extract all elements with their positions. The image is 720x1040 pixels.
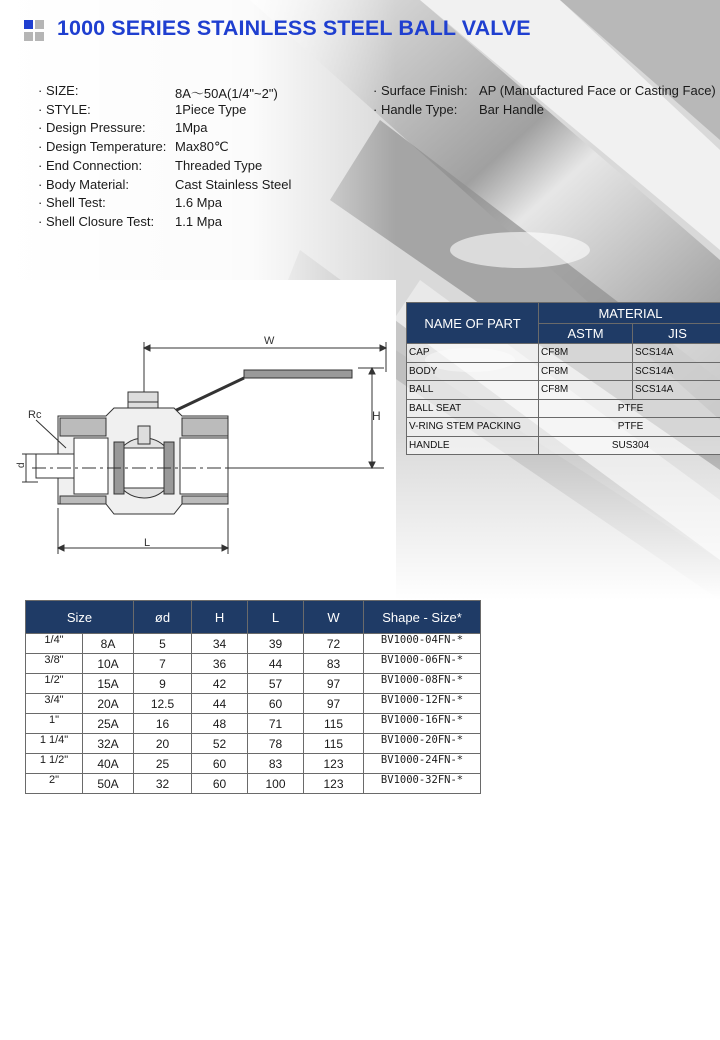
w-value: 123 [304, 774, 364, 794]
col-w: W [304, 601, 364, 634]
w-value: 97 [304, 674, 364, 694]
size-inch: 1 1/2" [26, 750, 83, 770]
size-inch: 1" [26, 710, 83, 730]
od-value: 16 [134, 714, 192, 734]
l-value: 100 [248, 774, 304, 794]
part-name: V-RING STEM PACKING [407, 418, 539, 437]
size-inch: 3/8" [26, 650, 83, 670]
shape-size-code: BV1000-24FN-* [364, 754, 481, 774]
material-jis: SCS14A [633, 362, 720, 381]
table-row [26, 714, 481, 734]
size-a: 25A [83, 714, 134, 734]
size-inch: 1 1/4" [26, 730, 83, 750]
l-value: 78 [248, 734, 304, 754]
size-inch: 1/2" [26, 670, 83, 690]
spec-label: · Design Pressure: [38, 120, 146, 136]
spec-value: 1Piece Type [175, 101, 247, 117]
part-name: BALL [407, 381, 539, 400]
part-name: BALL SEAT [407, 399, 539, 418]
material-row [407, 344, 720, 363]
l-value: 60 [248, 694, 304, 714]
w-value: 115 [304, 734, 364, 754]
spec-value: 1Mpa [175, 120, 208, 136]
l-value: 83 [248, 754, 304, 774]
shape-size-code: BV1000-12FN-* [364, 694, 481, 714]
material-both: PTFE [539, 399, 720, 418]
h-value: 60 [192, 754, 248, 774]
shape-size-code: BV1000-08FN-* [364, 674, 481, 694]
part-name: HANDLE [407, 436, 539, 455]
w-value: 97 [304, 694, 364, 714]
od-value: 12.5 [134, 694, 192, 714]
size-a: 50A [83, 774, 134, 794]
material-row [407, 381, 720, 400]
col-l: L [248, 601, 304, 634]
spec-value: AP (Manufactured Face or Casting Face) [479, 83, 716, 98]
size-a: 20A [83, 694, 134, 714]
table-row [26, 694, 481, 714]
spec-label: · Shell Test: [38, 195, 106, 211]
material-row [407, 362, 720, 381]
spec-label: · Surface Finish: [373, 83, 468, 98]
valve-section-drawing [14, 308, 394, 570]
w-value: 123 [304, 754, 364, 774]
col-name-of-part: NAME OF PART [407, 303, 539, 344]
h-value: 44 [192, 694, 248, 714]
h-value: 34 [192, 634, 248, 654]
part-name: CAP [407, 344, 539, 363]
spec-label: · Shell Closure Test: [38, 213, 155, 229]
spec-value: 1.6 Mpa [175, 195, 222, 211]
size-inch: 2" [26, 770, 83, 790]
material-both: SUS304 [539, 436, 720, 455]
size-a: 8A [83, 634, 134, 654]
d-label: d [16, 462, 27, 468]
part-name: BODY [407, 362, 539, 381]
col-shape-size: Shape - Size* [364, 601, 481, 634]
col-astm: ASTM [539, 324, 633, 344]
h-value: 52 [192, 734, 248, 754]
w-value: 72 [304, 634, 364, 654]
page-title: 1000 SERIES STAINLESS STEEL BALL VALVE [57, 16, 531, 40]
od-value: 9 [134, 674, 192, 694]
w-value: 115 [304, 714, 364, 734]
col-material: MATERIAL [539, 303, 720, 324]
spec-label: · Design Temperature: [38, 139, 167, 155]
material-row [407, 418, 720, 437]
l-value: 71 [248, 714, 304, 734]
material-astm: CF8M [539, 362, 633, 381]
w-value: 83 [304, 654, 364, 674]
size-a: 32A [83, 734, 134, 754]
table-row [26, 674, 481, 694]
table-row [26, 654, 481, 674]
dimensions-table [25, 600, 481, 794]
od-value: 25 [134, 754, 192, 774]
col-od: ød [134, 601, 192, 634]
material-row [407, 399, 720, 418]
size-a: 40A [83, 754, 134, 774]
shape-size-code: BV1000-16FN-* [364, 714, 481, 734]
h-value: 42 [192, 674, 248, 694]
h-label: H [372, 409, 381, 423]
l-value: 39 [248, 634, 304, 654]
od-value: 5 [134, 634, 192, 654]
spec-value: Threaded Type [175, 157, 263, 173]
spec-label: · End Connection: [38, 157, 143, 173]
table-row [26, 774, 481, 794]
col-h: H [192, 601, 248, 634]
l-value: 57 [248, 674, 304, 694]
table-row [26, 634, 481, 654]
h-value: 36 [192, 654, 248, 674]
spec-label: · STYLE: [38, 101, 91, 117]
spec-value: 1.1 Mpa [175, 213, 222, 229]
col-jis: JIS [633, 324, 720, 344]
w-label: W [264, 335, 275, 347]
spec-label: · Body Material: [38, 176, 130, 192]
size-a: 10A [83, 654, 134, 674]
material-jis: SCS14A [633, 381, 720, 400]
spec-label: · Handle Type: [373, 101, 458, 117]
od-value: 32 [134, 774, 192, 794]
h-value: 60 [192, 774, 248, 794]
spec-label: · SIZE: [38, 83, 79, 98]
table-row [26, 734, 481, 754]
spec-value: Cast Stainless Steel [175, 176, 292, 192]
spec-value: 8A～50A(1/4"~2") [175, 86, 278, 101]
size-inch: 3/4" [26, 690, 83, 710]
spec-value: Bar Handle [479, 101, 545, 117]
materials-table [406, 302, 720, 455]
od-value: 20 [134, 734, 192, 754]
material-astm: CF8M [539, 344, 633, 363]
spec-value: Max80℃ [175, 139, 229, 155]
l-value: 44 [248, 654, 304, 674]
shape-size-code: BV1000-32FN-* [364, 774, 481, 794]
size-inch: 1/4" [26, 630, 83, 650]
material-jis: SCS14A [633, 344, 720, 363]
shape-size-code: BV1000-04FN-* [364, 634, 481, 654]
shape-size-code: BV1000-06FN-* [364, 654, 481, 674]
logo-squares-icon [24, 20, 46, 44]
h-value: 48 [192, 714, 248, 734]
od-value: 7 [134, 654, 192, 674]
rc-label: Rc [28, 409, 42, 421]
material-astm: CF8M [539, 381, 633, 400]
col-size: Size [26, 601, 134, 634]
table-row [26, 754, 481, 774]
material-both: PTFE [539, 418, 720, 437]
material-row [407, 436, 720, 455]
size-a: 15A [83, 674, 134, 694]
shape-size-code: BV1000-20FN-* [364, 734, 481, 754]
l-label: L [144, 537, 151, 549]
